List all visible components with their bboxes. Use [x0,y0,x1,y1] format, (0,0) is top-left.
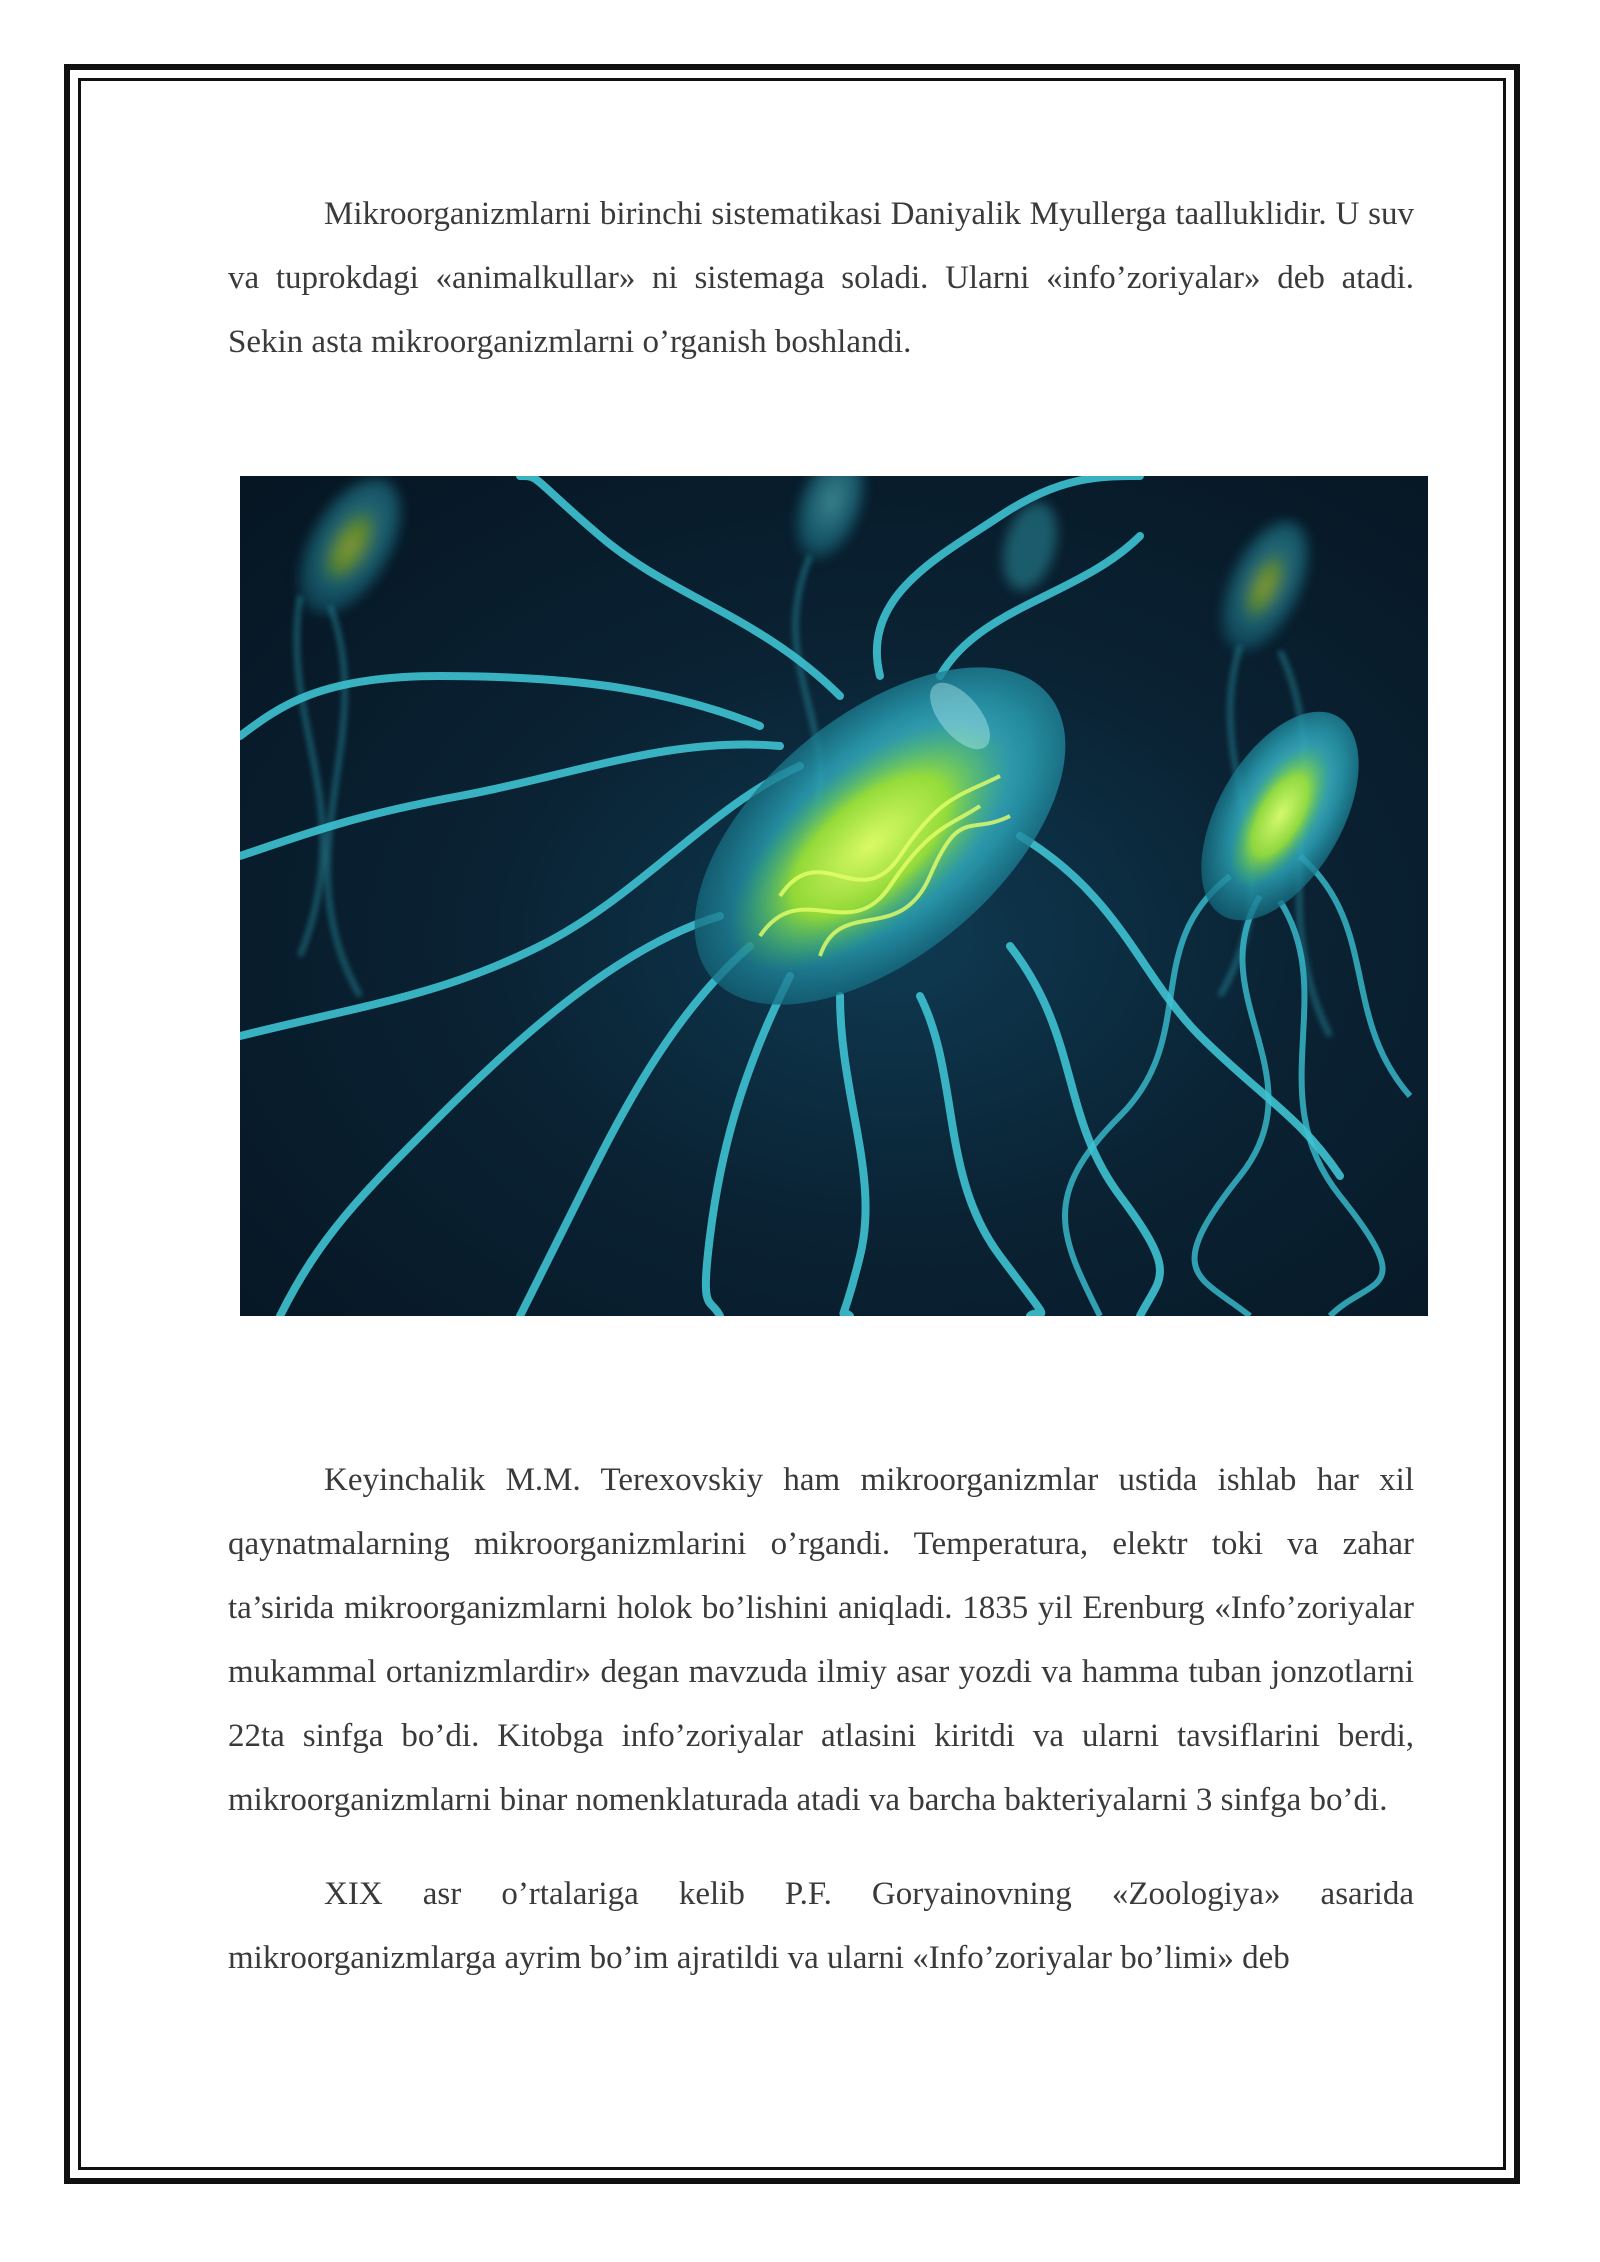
paragraph-2: Keyinchalik M.M. Terexovskiy ham mikroorganizmlar ustida ishlab har xil qaynatmalarning mikroorganizmlarini o’rgandi. Temperatura, elektr toki va zahar ta’sirida mikroorganizmlarni holok bo’lishini aniqladi. 1835 yil Erenburg «Info’zoriyalar mukammal ortanizmlardir» degan mavzuda ilmiy asar yozdi va hamma tuban jonzotlarni 22ta sinfga bo’di. Kitobga info’zoriyalar atlasini kiritdi va ularni tavsiflarini berdi, mikroorganizmlarni binar nomenklaturada atadi va barcha bakteriyalarni 3 sinfga bo’di. [228,1462,1414,1818]
paragraph-3: XIX asr o’rtalariga kelib P.F. Goryainovning «Zoologiya» asarida mikroorganizmlarga ayrim bo’im ajratildi va ularni «Info’zoriyalar bo’limi» deb [228,1876,1414,1976]
text-block-bottom [228,1448,1414,1990]
text-block-top [228,182,1414,374]
right-bacterium [1065,685,1410,1316]
bacteria-image-svg [240,476,1428,1316]
bacteria-illustration [240,476,1428,1316]
background-bacteria-group [278,476,1326,664]
paragraph-1: Mikroorganizmlarni birinchi sistematikasi Daniyalik Myullerga taalluklidir. U suv va tuprokdagi «animalkullar» ni sistemaga soladi. Ularni «info’zoriyalar» deb atadi. Sekin asta mikroorganizmlarni o’rganish boshlandi. [228,196,1414,360]
